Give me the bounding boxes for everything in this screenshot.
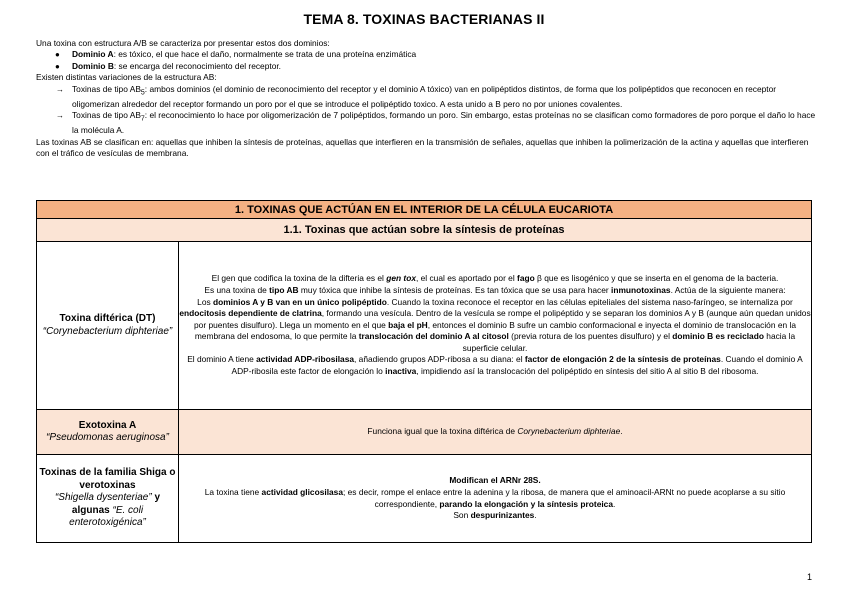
intro-paragraph-3: Las toxinas AB se clasifican en: aquellas que inhiben la síntesis de proteínas, aquellas que interfieren en la transmisión de señales, aquellas que inhiben la polimerización de la actina y aquellas que interfieren con el tráfico de vesículas de membrana. xyxy=(36,136,809,158)
table-row xyxy=(37,410,812,455)
bullet-icon: ● xyxy=(55,50,60,60)
toxin-name: Toxina diftérica (DT) xyxy=(59,313,156,324)
toxins-table xyxy=(36,200,812,543)
arrow-right-icon: → xyxy=(56,84,64,94)
arrow-item-subscript: 7 xyxy=(140,115,145,123)
toxin-name-cell xyxy=(37,455,179,543)
arrow-item xyxy=(36,84,816,110)
description-line: Los dominios A y B van en un único polipéptido. Cuando la toxina reconoce el receptor en las células epiteliales del sistema naso-faríngeo, se internaliza por endocitosis dependiente de clatrina, formando una vesícula. Dentro de la vesícula se rompe el polipéptido y se separan los dominios A y B (aunque aún quedan unidos por puentes disulfuro). Llega un momento en el que baja el pH, entonces el dominio B sufre un cambio conformacional e inyecta el dominio de translocación en la membrana del endosoma, lo que permite la translocación del dominio A al citosol (previa rotura de los puentes disulfuro) y el dominio B es reciclado hacia la superficie celular. xyxy=(179,296,811,353)
intro-section xyxy=(36,38,816,159)
toxin-name: Toxinas de la familia Shiga o verotoxinas xyxy=(39,467,176,491)
arrow-item-text: : ambos dominios (el dominio de reconocimiento del receptor y el dominio A tóxico) van en polipéptidos distintos, de forma que los polipéptidos que reconocen en receptor oligomerizan alrededor del receptor formando un poro por el que se introduce el polipéptido toxico. A esta unido a B pero no por uniones covalentes. xyxy=(72,83,777,109)
toxin-name-cell xyxy=(37,410,179,455)
toxin-description-cell xyxy=(179,242,812,410)
arrow-item xyxy=(36,110,816,136)
bullet-item xyxy=(36,49,816,60)
bullet-icon: ● xyxy=(55,61,60,71)
description-line: El gen que codifica la toxina de la difteria es el gen tox, el cual es aportado por el fago β que es lisogénico y que se inserta en el genoma de la bacteria. xyxy=(211,273,779,284)
intro-paragraph-2: Existen distintas variaciones de la estructura AB: xyxy=(36,72,217,83)
description-line: Es una toxina de tipo AB muy tóxica que inhibe la síntesis de proteínas. Es tan tóxica que se usa para hacer inmunotoxinas. Actúa de la siguiente manera: xyxy=(204,284,786,295)
description-line: La toxina tiene actividad glicosilasa; es decir, rompe el enlace entre la adenina y la ribosa, de manera que el aminoacil-ARNt no puede acoplarse a su sitio correspondiente, parando la elongación y la síntesis proteica. xyxy=(204,486,786,509)
toxin-name-cell xyxy=(37,242,179,410)
description-line: Son despurinizantes. xyxy=(453,510,537,521)
bullet-text: : se encarga del reconocimiento del receptor. xyxy=(113,60,282,71)
page-number: 1 xyxy=(806,572,812,582)
toxin-name: Exotoxina A xyxy=(78,419,137,431)
toxin-description-cell: Funciona igual que la toxina diftérica de Corynebacterium diphteriae. xyxy=(179,410,812,455)
page-title: TEMA 8. TOXINAS BACTERIANAS II xyxy=(303,11,545,27)
toxin-species: “Pseudomonas aeruginosa” xyxy=(46,432,169,443)
bullet-text: : es tóxico, el que hace el daño, normalmente se trata de una proteína enzimática xyxy=(113,49,417,60)
toxin-species-line: “Shigella dysenteriae” y algunas “E. coli enterotoxigénica” xyxy=(54,492,161,529)
table-row xyxy=(37,455,812,543)
arrow-right-icon: → xyxy=(56,111,64,121)
bullet-bold: Dominio B xyxy=(72,60,114,71)
description-line: Modifican el ARNr 28S. xyxy=(449,475,541,486)
table-row xyxy=(37,242,812,410)
description-line: El dominio A tiene actividad ADP-ribosilasa, añadiendo grupos ADP-ribosa a su diana: el factor de elongación 2 de la síntesis de proteínas. Cuando el dominio A ADP-ribosila este factor de elongación lo inactiva, impidiendo así la translocación del polipéptido en síntesis del sitio A al sitio B del ribosoma. xyxy=(187,354,803,377)
bullet-item xyxy=(36,61,816,72)
arrow-item-prefix: Toxinas de tipo AB xyxy=(72,110,141,121)
intro-paragraph-1: Una toxina con estructura A/B se caracteriza por presentar estos dos dominios: xyxy=(36,38,330,48)
toxin-species: “Corynebacterium diphteriae” xyxy=(42,325,173,337)
table-header-subsection: 1.1. Toxinas que actúan sobre la síntesis de proteínas xyxy=(37,219,812,242)
arrow-item-subscript: 5 xyxy=(140,89,145,97)
bullet-bold: Dominio A xyxy=(72,49,114,60)
table-header-section: 1. TOXINAS QUE ACTÚAN EN EL INTERIOR DE LA CÉLULA EUCARIOTA xyxy=(37,201,812,219)
toxin-description-cell xyxy=(179,455,812,543)
arrow-item-prefix: Toxinas de tipo AB xyxy=(72,83,141,94)
arrow-item-text: : el reconocimiento lo hace por oligomerización de 7 polipéptidos, formando un poro. Sin embargo, estas proteínas no se clasifican como formadores de poro porque el daño lo hace la molécula A. xyxy=(72,110,816,136)
